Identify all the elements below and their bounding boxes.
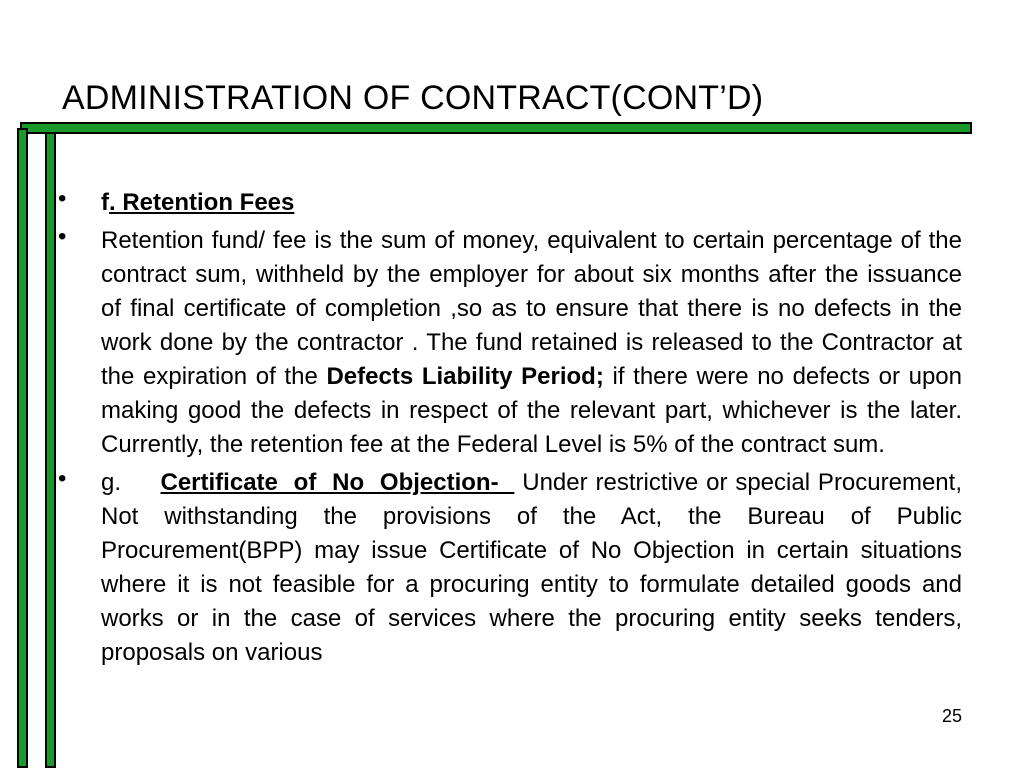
item-letter: g. bbox=[101, 469, 161, 496]
bullet-icon: • bbox=[58, 223, 67, 250]
title-underline-bar bbox=[20, 122, 972, 134]
defects-liability-period: Defects Liability Period; bbox=[326, 363, 604, 390]
bullet-item-retention-body bbox=[58, 224, 962, 462]
slide-body bbox=[58, 186, 962, 674]
bullet-icon: • bbox=[58, 465, 67, 492]
page-number: 25 bbox=[942, 706, 963, 726]
bullet-icon: • bbox=[58, 185, 67, 212]
item-letter: f bbox=[101, 189, 109, 216]
bullet-item-certificate bbox=[58, 466, 962, 670]
certificate-heading: Certificate of No Objection- bbox=[160, 469, 515, 496]
retention-text-part1: Retention fund/ fee is the sum of money, equivalent to certain percentage of the contract sum, withheld by the employer for about six months after the issuance of final certificate of completion ,so as to ensure that there is no defects in the work done by the contractor . The fund retained is released to the Contractor at the expiration of the bbox=[101, 227, 962, 390]
left-decor-bar-inner bbox=[45, 132, 56, 768]
retention-text-part2: if there were no defects or upon making good the defects in respect of the relevant part, whichever is the later. Currently, the retention fee at the Federal Level is 5% of the contract sum. bbox=[101, 363, 962, 458]
left-decor-bar-outer bbox=[17, 128, 28, 768]
bullet-item-retention-heading bbox=[58, 186, 962, 220]
slide-title: ADMINISTRATION OF CONTRACT(CONT’D) bbox=[62, 79, 764, 117]
retention-heading: . Retention Fees bbox=[109, 189, 295, 216]
certificate-text: Under restrictive or special Procurement, Not withstanding the provisions of the Act, the Bureau of Public Procurement(BPP) may issue Certificate of No Objection in certain situations where it is not feasible for a procuring entity to formulate detailed goods and works or in the case of services where the procuring entity seeks tenders, proposals on various bbox=[101, 469, 962, 666]
